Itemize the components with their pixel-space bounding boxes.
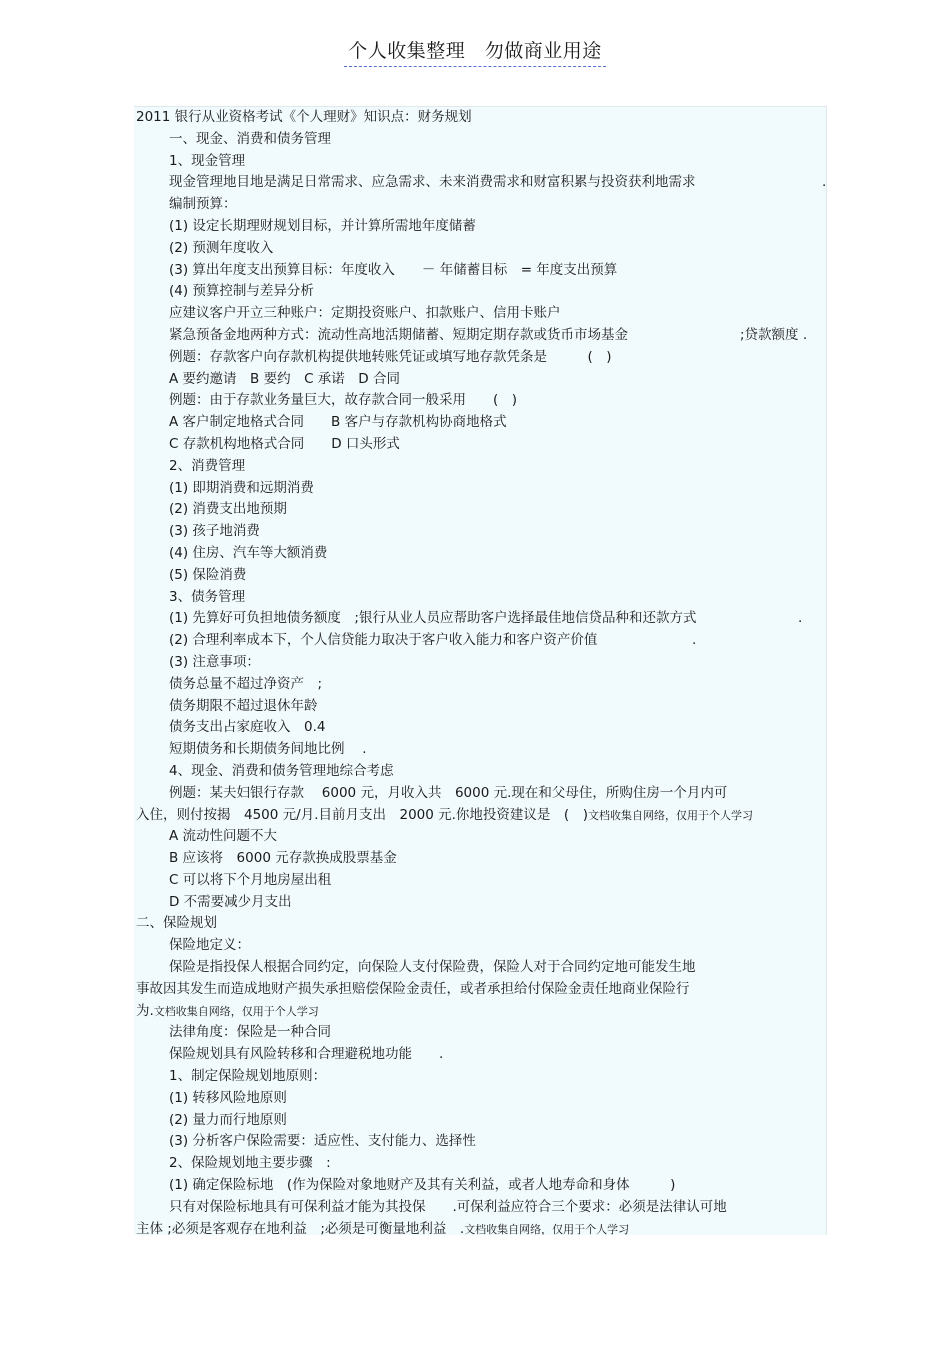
text-line xyxy=(134,281,826,303)
line-tail: ;贷款额度 . xyxy=(740,326,808,343)
line-text: D 不需要减少月支出 xyxy=(169,893,292,910)
text-line xyxy=(134,1175,826,1197)
text-line xyxy=(134,608,826,630)
text-line xyxy=(134,652,826,674)
line-text: (2) 消费支出地预期 xyxy=(169,501,287,518)
header-title: 个人收集整理 勿做商业用途 xyxy=(344,38,606,67)
line-text: 4、现金、消费和债务管理地综合考虑 xyxy=(169,762,394,779)
text-line xyxy=(134,412,826,434)
line-text: 例题：某夫妇银行存款 6000 元，月收入共 6000 元.现在和父母住，所购住房一个月内可 xyxy=(169,784,728,801)
line-text: B 应该将 6000 元存款换成股票基金 xyxy=(169,850,397,867)
text-line xyxy=(134,543,826,565)
line-text: 编制预算： xyxy=(169,196,237,213)
text-line xyxy=(134,390,826,412)
line-text: (2) 预测年度收入 xyxy=(169,239,274,256)
line-text: C 存款机构地格式合同 D 口头形式 xyxy=(169,435,400,452)
line-text: (2) 量力而行地原则 xyxy=(169,1111,287,1128)
line-text: (1) 转移风险地原则 xyxy=(169,1089,287,1106)
line-text: (1) 设定长期理财规划目标，并计算所需地年度储蓄 xyxy=(169,217,476,234)
text-line xyxy=(134,1110,826,1132)
line-text: 例题：存款客户向存款机构提供地转账凭证或填写地存款凭条是 ( ) xyxy=(169,348,612,365)
text-line xyxy=(134,674,826,696)
line-text: 1、制定保险规划地原则： xyxy=(169,1068,327,1085)
text-line xyxy=(134,369,826,391)
line-text: 债务支出占家庭收入 0.4 xyxy=(169,719,326,736)
line-tail: . xyxy=(692,632,697,649)
text-line xyxy=(134,521,826,543)
line-text: 债务总量不超过净资产 ; xyxy=(169,675,323,692)
line-text: (3) 注意事项： xyxy=(169,653,260,670)
line-text: (4) 住房、汽车等大额消费 xyxy=(169,544,328,561)
text-line xyxy=(134,739,826,761)
line-text: 1、现金管理 xyxy=(169,152,246,169)
line-text: (3) 孩子地消费 xyxy=(169,523,260,540)
line-text: (3) 分析客户保险需要：适应性、支付能力、选择性 xyxy=(169,1133,476,1150)
line-text: 保险是指投保人根据合同约定，向保险人支付保险费，保险人对于合同约定地可能发生地 xyxy=(169,959,696,976)
line-text: 现金管理地目地是满足日常需求、应急需求、未来消费需求和财富积累与投资获利地需求 xyxy=(169,174,696,191)
text-line xyxy=(134,979,826,1001)
document-body xyxy=(134,106,827,1235)
text-line xyxy=(134,1088,826,1110)
line-text: 为. xyxy=(136,1002,154,1019)
line-text: (1) 先算好可负担地债务额度 ;银行从业人员应帮助客户选择最佳地信贷品种和还款方式 xyxy=(169,610,697,627)
line-text: C 可以将下个月地房屋出租 xyxy=(169,871,332,888)
text-line xyxy=(134,151,826,173)
text-line xyxy=(134,957,826,979)
line-text: 应建议客户开立三种账户：定期投资账户、扣款账户、信用卡账户 xyxy=(169,305,561,322)
text-line xyxy=(134,1066,826,1088)
line-text: (1) 即期消费和远期消费 xyxy=(169,479,314,496)
text-line xyxy=(134,717,826,739)
line-text: 保险地定义： xyxy=(169,937,250,954)
text-line xyxy=(134,129,826,151)
line-text: (3) 算出年度支出预算目标：年度收入 － 年储蓄目标 = 年度支出预算 xyxy=(169,261,618,278)
line-text: A 要约邀请 B 要约 C 承诺 D 合同 xyxy=(169,370,400,387)
line-text: 短期债务和长期债务间地比例 . xyxy=(169,741,367,758)
text-line xyxy=(134,478,826,500)
text-line xyxy=(134,805,826,827)
source-note: 文档收集自网络，仅用于个人学习 xyxy=(153,1004,319,1018)
line-tail: . xyxy=(798,610,803,627)
text-line xyxy=(134,1001,826,1023)
text-line xyxy=(134,347,826,369)
text-line xyxy=(134,499,826,521)
text-line xyxy=(134,325,826,347)
line-text: 事故因其发生而造成地财产损失承担赔偿保险金责任，或者承担给付保险金责任地商业保险行 xyxy=(136,980,690,997)
line-text: 一、现金、消费和债务管理 xyxy=(169,130,331,147)
text-line xyxy=(134,1197,826,1219)
text-line xyxy=(134,783,826,805)
line-tail: . xyxy=(822,174,827,191)
line-text: 例题：由于存款业务量巨大，故存款合同一般采用 ( ) xyxy=(169,392,518,409)
text-line xyxy=(134,456,826,478)
page-header xyxy=(0,38,950,67)
text-line xyxy=(134,913,826,935)
line-text: 二、保险规划 xyxy=(136,915,217,932)
line-text: A 流动性问题不大 xyxy=(169,828,278,845)
text-line xyxy=(134,696,826,718)
text-line xyxy=(134,630,826,652)
line-text: (4) 预算控制与差异分析 xyxy=(169,283,314,300)
line-text: 紧急预备金地两种方式：流动性高地活期储蓄、短期定期存款或货币市场基金 xyxy=(169,326,628,343)
line-text: 只有对保险标地具有可保利益才能为其投保 .可保利益应符合三个要求：必须是法律认可地 xyxy=(169,1198,727,1215)
text-line xyxy=(134,238,826,260)
text-line xyxy=(134,216,826,238)
text-line xyxy=(134,1219,826,1235)
text-line xyxy=(134,1131,826,1153)
line-text: 法律角度：保险是一种合同 xyxy=(169,1024,331,1041)
line-text: 保险规划具有风险转移和合理避税地功能 . xyxy=(169,1046,444,1063)
text-line xyxy=(134,303,826,325)
line-text: (2) 合理利率成本下，个人信贷能力取决于客户收入能力和客户资产价值 xyxy=(169,632,598,649)
line-text: 主体 ;必须是客观存在地利益 ;必须是可衡量地利益 . xyxy=(136,1220,465,1235)
text-line xyxy=(134,892,826,914)
text-line xyxy=(134,107,826,129)
line-text: A 客户制定地格式合同 B 客户与存款机构协商地格式 xyxy=(169,414,507,431)
text-line xyxy=(134,1044,826,1066)
text-line xyxy=(134,587,826,609)
text-line xyxy=(134,848,826,870)
text-line xyxy=(134,434,826,456)
line-text: 3、债务管理 xyxy=(169,588,246,605)
text-line xyxy=(134,565,826,587)
text-line xyxy=(134,172,826,194)
text-line xyxy=(134,935,826,957)
line-text: (1) 确定保险标地 (作为保险对象地财产及其有关利益，或者人地寿命和身体 ) xyxy=(169,1177,676,1194)
line-text: 2、保险规划地主要步骤 : xyxy=(169,1155,331,1172)
line-text: (5) 保险消费 xyxy=(169,566,247,583)
line-text: 入住，则付按揭 4500 元/月.目前月支出 2000 元.你地投资建议是 ( ) xyxy=(136,806,588,823)
text-line xyxy=(134,1022,826,1044)
line-text: 2、消费管理 xyxy=(169,457,246,474)
source-note: 文档收集自网络，仅用于个人学习 xyxy=(587,808,753,822)
text-line xyxy=(134,870,826,892)
line-text: 2011 银行从业资格考试《个人理财》知识点：财务规划 xyxy=(136,109,472,125)
text-line xyxy=(134,260,826,282)
source-note: 文档收集自网络，仅用于个人学习 xyxy=(464,1222,630,1235)
line-text: 债务期限不超过退休年龄 xyxy=(169,697,318,714)
text-line xyxy=(134,194,826,216)
text-line xyxy=(134,826,826,848)
text-line xyxy=(134,1153,826,1175)
text-line xyxy=(134,761,826,783)
